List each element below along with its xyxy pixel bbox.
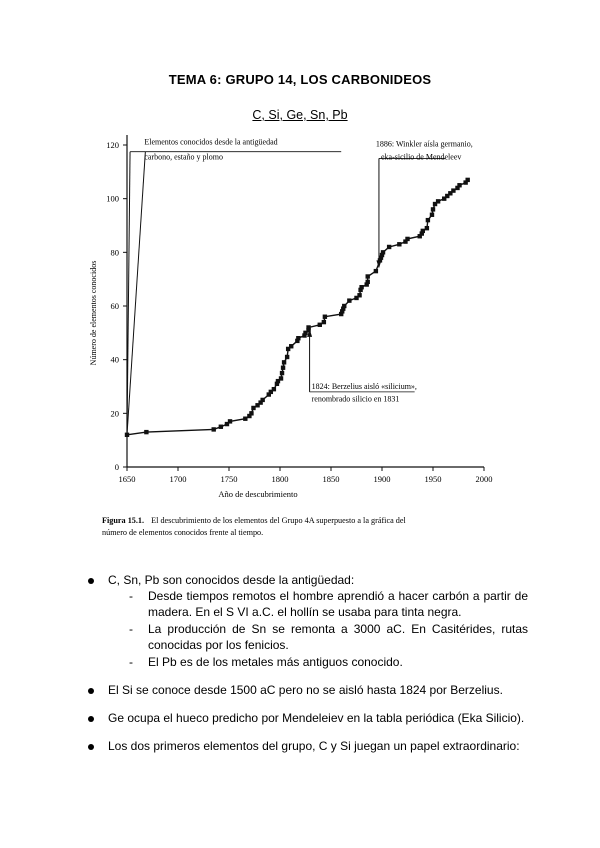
data-point (243, 417, 247, 421)
chart-ticks (106, 140, 492, 484)
y-tick-label: 100 (106, 193, 119, 204)
data-point (280, 371, 284, 375)
bullet-text: C, Sn, Pb son conocidos desde la antigüedad: (108, 573, 355, 587)
data-point (421, 229, 425, 233)
y-tick-label: 20 (110, 408, 119, 419)
data-point (347, 298, 351, 302)
annotation-germanium-line1: 1886: Winkler aísla germanio, (375, 139, 473, 149)
data-point (451, 188, 455, 192)
dash-marker: - (129, 655, 133, 669)
chart-axes (127, 135, 484, 467)
data-point (457, 183, 461, 187)
data-point (397, 242, 401, 246)
data-point (144, 430, 148, 434)
dash-marker: - (129, 589, 133, 603)
x-tick-label: 1950 (424, 474, 442, 484)
annotation-germanium-line2: eka-sicilio de Mendeleev (380, 152, 462, 162)
data-point (405, 237, 409, 241)
bullet-dot-icon (88, 578, 94, 584)
notes-list (88, 572, 528, 754)
sub-item (108, 621, 528, 653)
bullet-dot-icon (88, 744, 94, 750)
page-subtitle: C, Si, Ge, Sn, Pb (252, 108, 348, 122)
data-point (425, 226, 429, 230)
caption-label: Figura 15.1. (102, 516, 145, 525)
page-title: TEMA 6: GRUPO 14, LOS CARBONIDEOS (168, 72, 432, 87)
y-tick-label: 40 (110, 354, 119, 365)
data-point (374, 269, 378, 273)
annotation-silicon-line2: renombrado silicio en 1831 (311, 394, 400, 404)
bullet-item (88, 710, 528, 726)
data-point (436, 199, 440, 203)
data-point (387, 245, 391, 249)
data-point (426, 218, 430, 222)
caption-line-2: número de elementos conocidos frente al tiempo. (102, 528, 264, 537)
bullet-text: El Si se conoce desde 1500 aC pero no se aisló hasta 1824 por Berzelius. (108, 683, 503, 697)
data-point (366, 274, 370, 278)
bullet-dot-icon (88, 716, 94, 722)
elements-known-line (127, 180, 468, 435)
data-point (228, 419, 232, 423)
bullet-dot-icon (88, 688, 94, 694)
dash-marker: - (129, 622, 133, 636)
x-tick-label: 1750 (220, 474, 238, 484)
x-tick-label: 1800 (271, 474, 289, 484)
discovery-chart (80, 125, 520, 560)
x-tick-label: 1700 (169, 474, 187, 484)
data-point (430, 213, 434, 217)
y-tick-label: 0 (114, 462, 119, 472)
annotation-silicon-line1: 1824: Berzelius aisló «silicium», (311, 382, 417, 392)
data-point (285, 355, 289, 359)
data-point (381, 250, 385, 254)
data-point (282, 360, 286, 364)
data-point (366, 280, 370, 284)
data-point (249, 411, 253, 415)
y-axis-label: Número de elementos conocidos (89, 260, 98, 366)
data-point (212, 427, 216, 431)
figure-caption (102, 516, 406, 537)
data-point (342, 304, 346, 308)
data-point (272, 387, 276, 391)
y-tick-label: 120 (106, 140, 119, 150)
data-point (322, 320, 326, 324)
chart-annotations (127, 137, 473, 434)
caption-line-1: El descubrimiento de los elementos del Grupo 4A superpuesto a la gráfica del (151, 516, 406, 525)
data-point (296, 336, 300, 340)
sub-item (108, 654, 528, 670)
data-point (260, 398, 264, 402)
data-point (431, 207, 435, 211)
sub-item-text: Desde tiempos remotos el hombre aprendió a hacer carbón a partir de madera. En el S VI a.C. el hollín se usaba para tinta negra. (148, 589, 528, 619)
annotation-antiquity-line1: Elementos conocidos desde la antigüedad (144, 137, 278, 147)
data-point (318, 323, 322, 327)
sub-item-text: La producción de Sn se remonta a 3000 aC. En Casitérides, rutas conocidas por los fenicios. (148, 622, 528, 652)
bullet-text: Los dos primeros elementos del grupo, C y Si juegan un papel extraordinario: (108, 739, 520, 753)
data-point (251, 406, 255, 410)
data-point (306, 325, 310, 329)
bullet-text: Ge ocupa el hueco predicho por Mendeleiev en la tabla periódica (Eka Silicio). (108, 711, 525, 725)
x-tick-label: 1850 (322, 474, 340, 484)
sub-item (108, 588, 528, 620)
data-point (281, 366, 285, 370)
y-tick-label: 60 (110, 301, 119, 311)
svg-text:Figura 15.1. El descubri (102, 516, 406, 525)
x-tick-label: 1650 (118, 474, 136, 484)
annotation-antiquity-line2: carbono, estaño y plomo (144, 152, 223, 162)
y-tick-label: 80 (110, 247, 119, 258)
x-axis-label: Año de descubrimiento (218, 489, 298, 499)
bullet-item (88, 572, 528, 670)
x-tick-label: 2000 (475, 474, 493, 484)
bullet-item (88, 738, 528, 754)
data-points (125, 178, 470, 437)
bullet-item (88, 682, 528, 698)
data-point (289, 344, 293, 348)
x-tick-label: 1900 (373, 474, 391, 484)
data-point (359, 285, 363, 289)
sub-item-text: El Pb es de los metales más antiguos conocido. (148, 655, 403, 669)
data-point (219, 425, 223, 429)
data-point (279, 376, 283, 380)
data-point (357, 293, 361, 297)
data-point (323, 315, 327, 319)
data-point (465, 178, 469, 182)
